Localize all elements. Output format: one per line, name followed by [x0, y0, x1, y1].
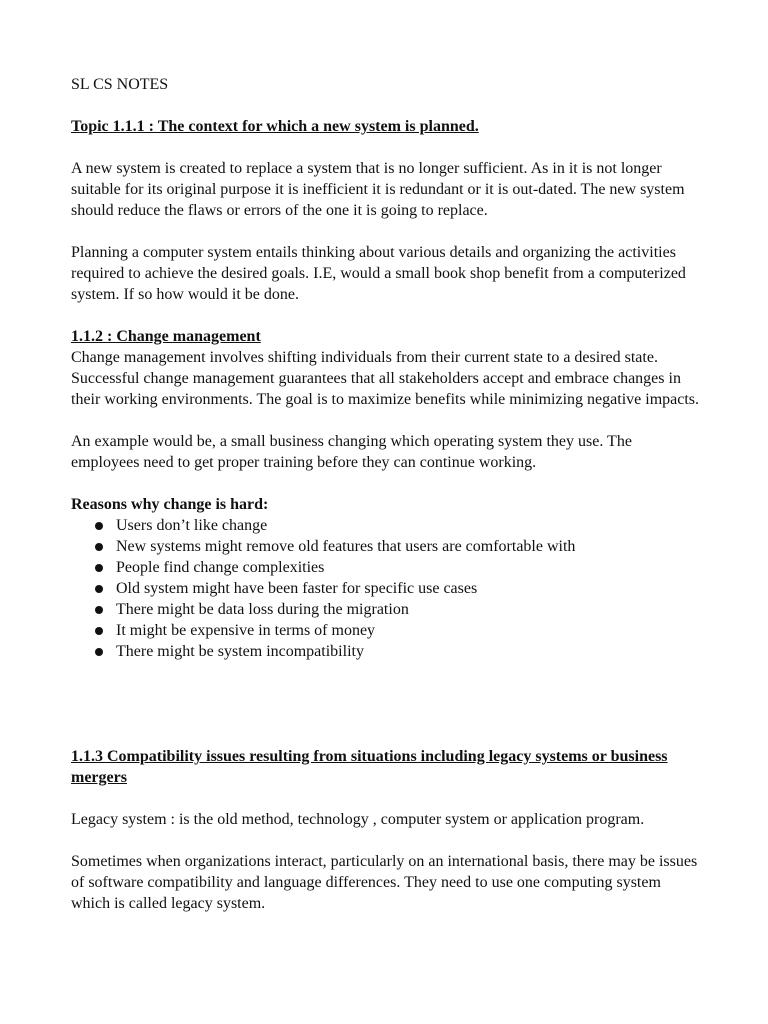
- topic-1-1-2-heading: 1.1.2 : Change management: [71, 328, 261, 345]
- topic-1-1-3-heading: 1.1.3 Compatibility issues resulting from situations including legacy systems or business mergers: [71, 748, 668, 786]
- topic-1-1-3-paragraph-1: Legacy system : is the old method, technology , computer system or application program.: [71, 811, 645, 828]
- list-item: There might be system incompatibility: [95, 641, 701, 662]
- list-item: It might be expensive in terms of money: [95, 620, 701, 641]
- section-spacer: [71, 662, 701, 746]
- list-item: Old system might have been faster for specific use cases: [95, 578, 701, 599]
- document-content: [71, 74, 701, 935]
- topic-1-1-1-paragraph-2: Planning a computer system entails thinking about various details and organizing the activities required to achieve the desired goals. I.E, would a small book shop benefit from a computerized system. If so how would it be done.: [71, 244, 686, 303]
- topic-1-1-2-paragraph-2: An example would be, a small business changing which operating system they use. The employees need to get proper training before they can continue working.: [71, 433, 632, 471]
- list-item: Users don’t like change: [95, 515, 701, 536]
- topic-1-1-3-paragraph-2: Sometimes when organizations interact, particularly on an international basis, there may be issues of software compatibility and language differences. They need to use one computing system which is called legacy system.: [71, 853, 698, 912]
- reasons-list: [71, 515, 701, 662]
- list-item: New systems might remove old features that users are comfortable with: [95, 536, 701, 557]
- topic-1-1-1-paragraph-1: A new system is created to replace a system that is no longer sufficient. As in it is not longer suitable for its original purpose it is inefficient it is redundant or it is out-dated. The new system should reduce the flaws or errors of the one it is going to replace.: [71, 160, 685, 219]
- reasons-title: Reasons why change is hard:: [71, 496, 269, 513]
- topic-1-1-2-paragraph-1: Change management involves shifting individuals from their current state to a desired state. Successful change management guarantees that all stakeholders accept and embrace changes in their working environments. The goal is to maximize benefits while minimizing negative impacts.: [71, 349, 700, 408]
- document-title: SL CS NOTES: [71, 76, 169, 93]
- list-item: There might be data loss during the migration: [95, 599, 701, 620]
- topic-1-1-1-heading: Topic 1.1.1 : The context for which a new system is planned.: [71, 118, 479, 135]
- list-item: People find change complexities: [95, 557, 701, 578]
